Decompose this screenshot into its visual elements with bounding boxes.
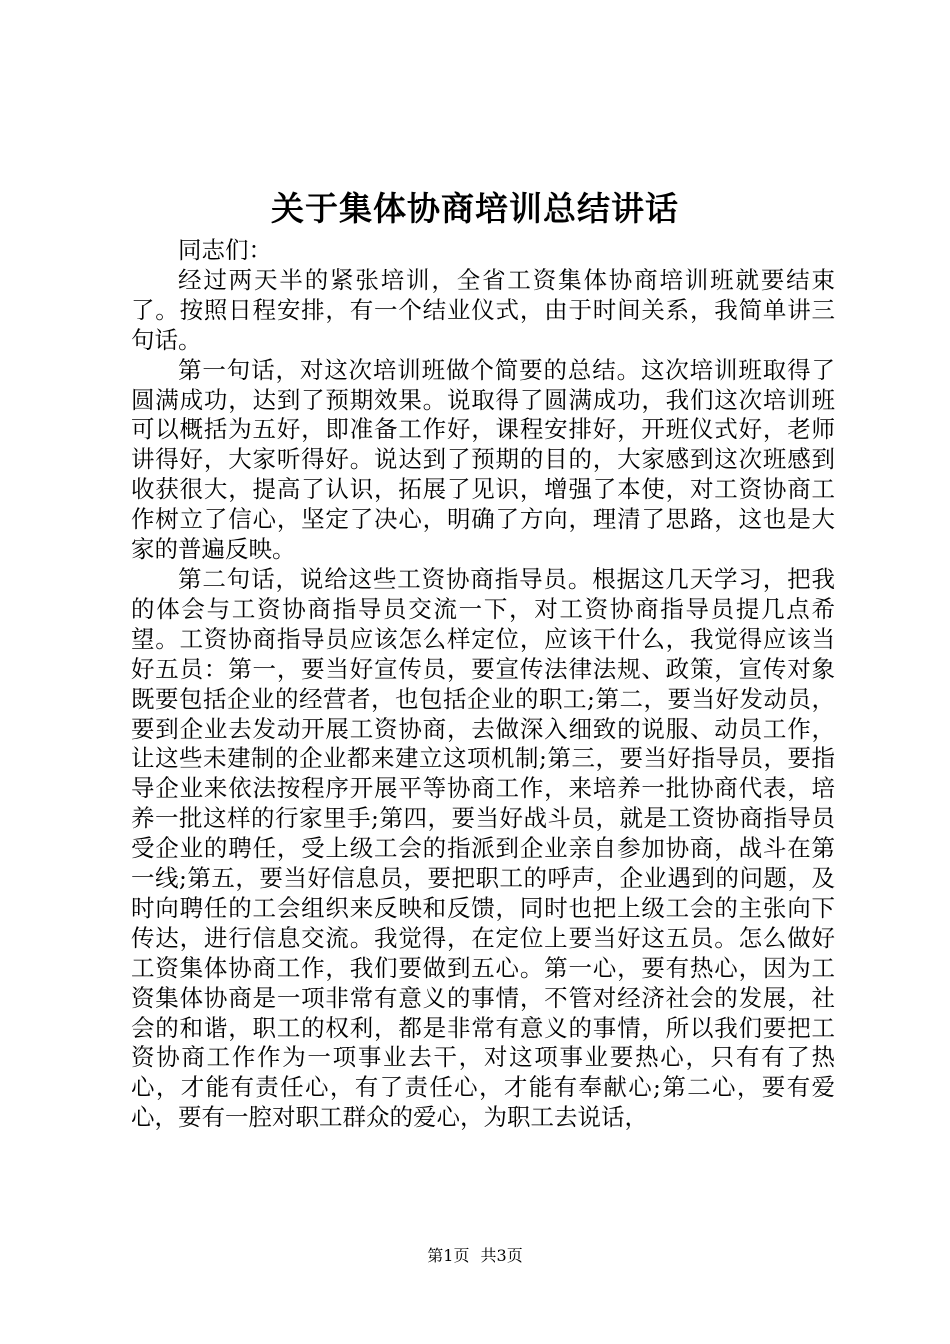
document-body	[131, 236, 835, 1133]
page-total: 共3页	[480, 1246, 523, 1265]
paragraph-first-point: 第一句话，对这次培训班做个简要的总结。这次培训班取得了圆满成功，达到了预期效果。说取得了圆满成功，我们这次培训班可以概括为五好，即准备工作好，课程安排好，开班仪式好，老师讲得好，大家听得好。说达到了预期的目的，大家感到这次班感到收获很大，提高了认识，拓展了见识，增强了本使，对工资协商工作树立了信心，坚定了决心，明确了方向，理清了思路，这也是大家的普遍反映。	[131, 355, 835, 564]
paragraph-intro: 经过两天半的紧张培训，全省工资集体协商培训班就要结束了。按照日程安排，有一个结业仪式，由于时间关系，我简单讲三句话。	[131, 265, 835, 354]
page-footer	[0, 1245, 950, 1267]
salutation: 同志们：	[178, 236, 272, 264]
document-title: 关于集体协商培训总结讲话	[271, 189, 679, 228]
page-number: 第1页	[427, 1246, 470, 1265]
paragraph-second-point: 第二句话，说给这些工资协商指导员。根据这几天学习，把我的体会与工资协商指导员交流一下，对工资协商指导员提几点希望。工资协商指导员应该怎么样定位，应该干什么，我觉得应该当好五员：第一，要当好宣传员，要宣传法律法规、政策，宣传对象既要包括企业的经营者，也包括企业的职工;第二，要当好发动员，要到企业去发动开展工资协商，去做深入细致的说服、动员工作，让这些未建制的企业都来建立这项机制;第三，要当好指导员，要指导企业来依法按程序开展平等协商工作，来培养一批协商代表，培养一批这样的行家里手;第四，要当好战斗员，就是工资协商指导员受企业的聘任，受上级工会的指派到企业亲自参加协商，战斗在第一线;第五，要当好信息员，要把职工的呼声，企业遇到的问题，及时向聘任的工会组织来反映和反馈，同时也把上级工会的主张向下传达，进行信息交流。我觉得，在定位上要当好这五员。怎么做好工资集体协商工作，我们要做到五心。第一心，要有热心，因为工资集体协商是一项非常有意义的事情，不管对经济社会的发展，社会的和谐，职工的权利，都是非常有意义的事情，所以我们要把工资协商工作作为一项事业去干，对这项事业要热心，只有有了热心，才能有责任心，有了责任心，才能有奉献心;第二心，要有爱心，要有一腔对职工群众的爱心，为职工去说话，	[131, 564, 835, 1132]
